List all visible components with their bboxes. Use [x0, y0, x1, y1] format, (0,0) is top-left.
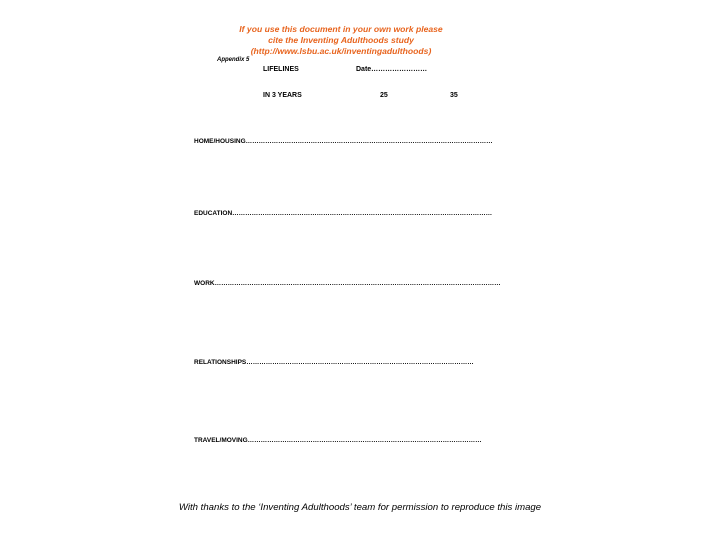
- timeline-end-label: 35: [450, 92, 458, 99]
- appendix-label: Appendix 5: [217, 57, 250, 63]
- row-relationships: [194, 357, 474, 367]
- image-caption: With thanks to the ‘Inventing Adulthoods’ team for permission to reproduce this image: [178, 502, 542, 513]
- row-home-housing: [194, 136, 493, 146]
- citation-notice: [236, 24, 446, 57]
- notice-line-2: cite the Inventing Adulthoods study: [268, 35, 414, 45]
- row-label: HOME/HOUSING……………………………………………………………………………………………………: [194, 138, 493, 145]
- row-label: WORK……………………………………………………………………………………………………………………: [194, 280, 501, 287]
- row-education: [194, 208, 492, 218]
- notice-line-3: (http://www.lsbu.ac.uk/inventingadulthoods): [250, 46, 432, 56]
- row-work: [194, 278, 501, 288]
- row-travel-moving: [194, 435, 482, 445]
- date-field: Date……………………: [356, 66, 428, 73]
- timeline-mid-label: 25: [380, 92, 388, 99]
- timeline-start-label: IN 3 YEARS: [263, 92, 302, 99]
- form-title: LIFELINES: [263, 66, 299, 73]
- row-label: EDUCATION…………………………………………………………………………………………………………: [194, 210, 493, 217]
- row-label: TRAVEL/MOVING………………………………………………………………………………………………: [194, 437, 482, 444]
- notice-line-1: If you use this document in your own work please: [239, 24, 443, 34]
- row-label: RELATIONSHIPS……………………………………………………………………………………………: [194, 359, 474, 366]
